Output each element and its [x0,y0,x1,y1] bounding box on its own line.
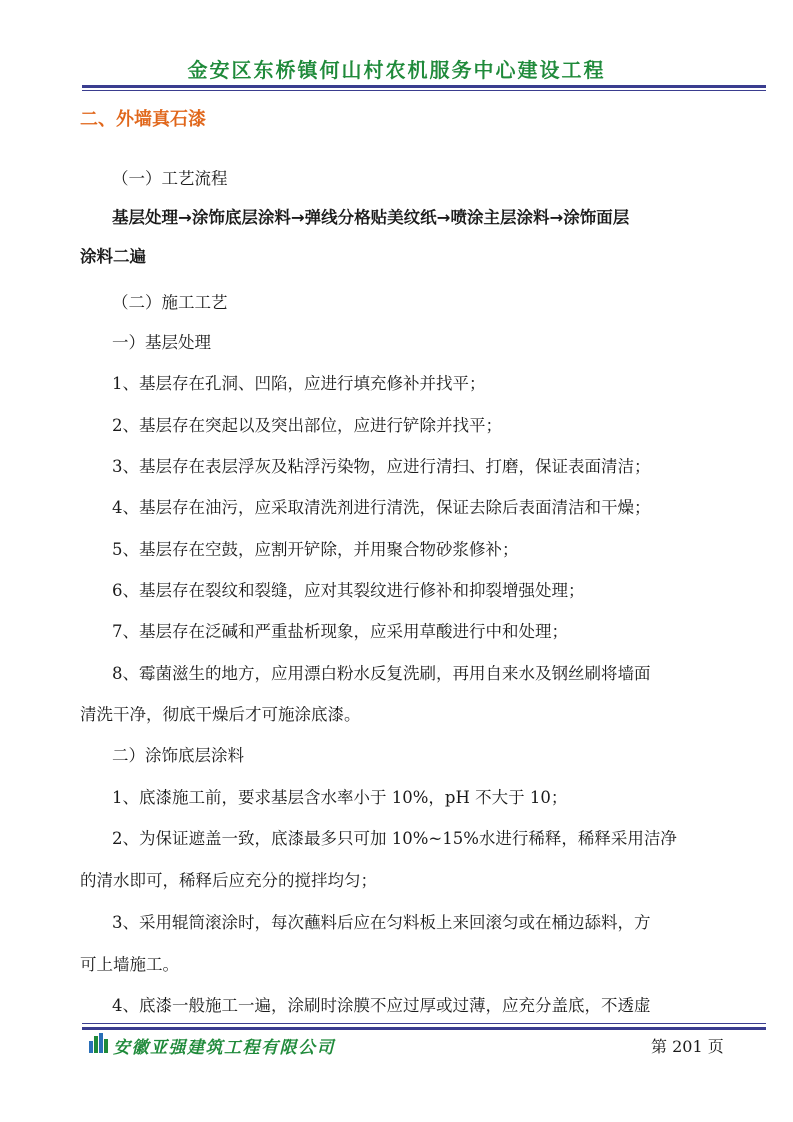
paragraph-line: 可上墙施工。 [80,955,179,974]
document-header-title: 金安区东桥镇何山村农机服务中心建设工程 [187,58,606,82]
building-logo-icon [88,1033,110,1053]
paragraph-line: 的清水即可，稀释后应充分的搅拌均匀； [80,871,377,890]
paragraph-line: 8、霉菌滋生的地方，应用漂白粉水反复洗刷，再用自来水及钢丝刷将墙面 [112,664,651,683]
footer-company-name: 安徽亚强建筑工程有限公司 [113,1038,335,1058]
paragraph-line: 3、基层存在表层浮灰及粘浮污染物，应进行清扫、打磨，保证表面清洁； [112,457,651,476]
paragraph-line: 7、基层存在泛碱和严重盐析现象，应采用草酸进行中和处理； [112,622,568,641]
paragraph-line: 清洗干净，彻底干燥后才可施涂底漆。 [80,705,361,724]
paragraph-line: 5、基层存在空鼓，应割开铲除，并用聚合物砂浆修补； [112,540,519,559]
footer-rule-thick [82,1027,766,1030]
paragraph-line: 1、底漆施工前，要求基层含水率小于 10%，pH 不大于 10； [112,788,568,807]
subheading-primer-coat: 二）涂饰底层涂料 [112,746,244,765]
process-flow-text-cont: 涂料二遍 [80,247,146,266]
paragraph-line: 1、基层存在孔洞、凹陷，应进行填充修补并找平； [112,374,486,393]
subheading-base-treatment: 一）基层处理 [112,333,211,352]
footer-rule-thin [82,1023,766,1024]
header-rule-thick [82,85,766,88]
page-number: 第 201 页 [651,1037,724,1056]
subheading-process-flow: （一）工艺流程 [112,169,228,188]
process-flow-text: 基层处理→涂饰底层涂料→弹线分格贴美纹纸→喷涂主层涂料→涂饰面层 [112,208,630,227]
paragraph-line: 6、基层存在裂纹和裂缝，应对其裂纹进行修补和抑裂增强处理； [112,581,585,600]
section-title: 二、外墙真石漆 [80,109,206,130]
paragraph-line: 2、为保证遮盖一致，底漆最多只可加 10%~15%水进行稀释，稀释采用洁净 [112,829,677,848]
subheading-construction-process: （二）施工工艺 [112,293,228,312]
paragraph-line: 3、采用辊筒滚涂时，每次蘸料后应在匀料板上来回滚匀或在桶边舔料，方 [112,913,651,932]
paragraph-line: 2、基层存在突起以及突出部位，应进行铲除并找平； [112,416,502,435]
header-rule-thin [82,90,766,91]
paragraph-line: 4、底漆一般施工一遍，涂刷时涂膜不应过厚或过薄，应充分盖底，不透虚 [112,996,651,1015]
paragraph-line: 4、基层存在油污，应采取清洗剂进行清洗，保证去除后表面清洁和干燥； [112,498,651,517]
